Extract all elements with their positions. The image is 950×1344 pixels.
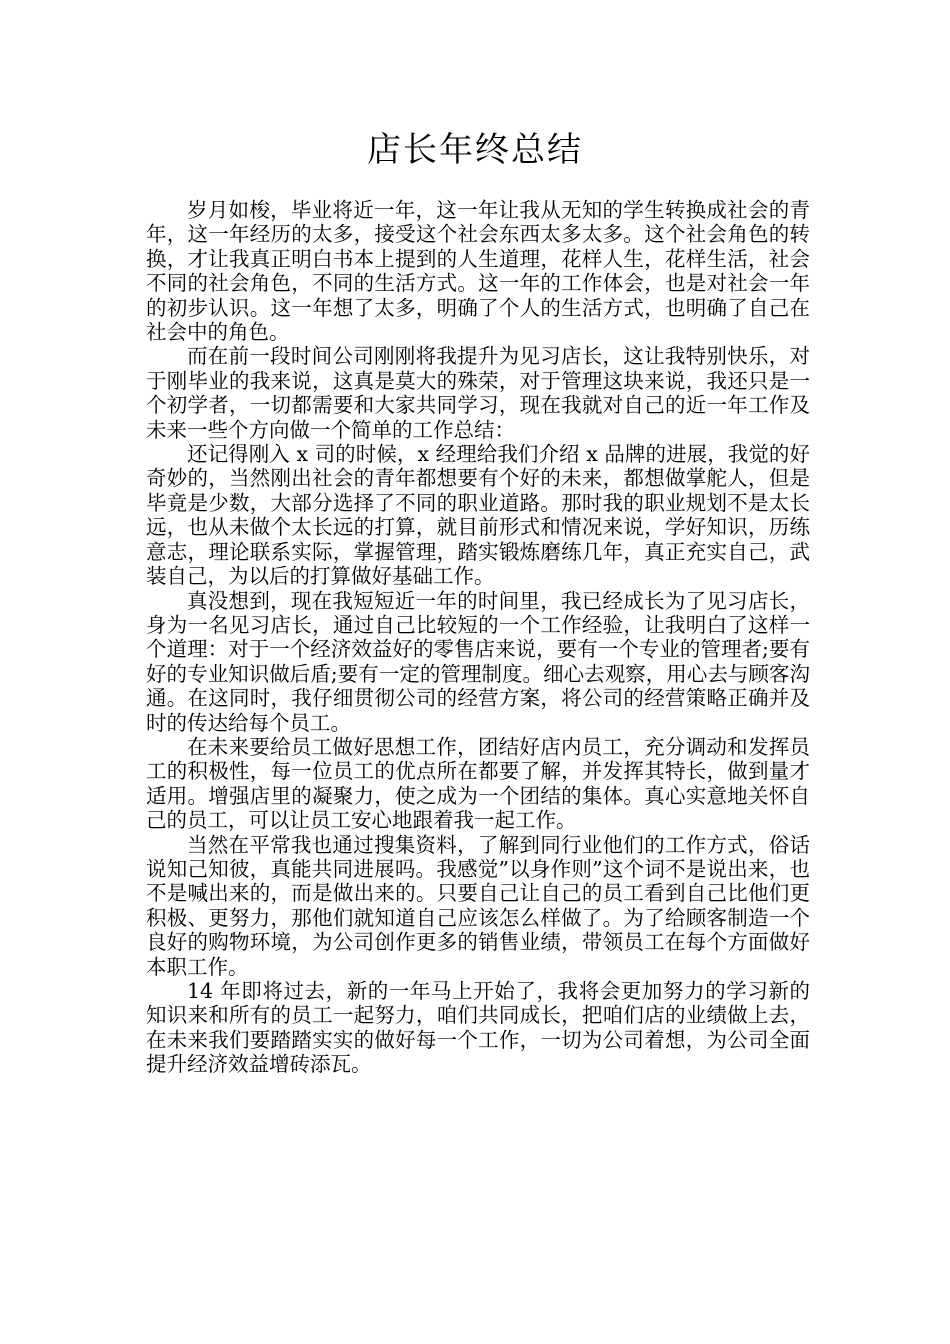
paragraph: 还记得刚入 x 司的时候，x 经理给我们介绍 x 品牌的进展，我觉的好奇妙的，当然刚出社会的青年都想要有个好的未来，都想做掌舵人，但是毕竟是少数，大部分选择了不同的职业道路。那时我的职业规划不是太长远，也从未做个太长远的打算，就目前形式和情况来说，学好知识，历练意志，理论联系实际，掌握管理，踏实锻炼磨练几年，真正充实自己，武装自己，为以后的打算做好基础工作。 — [146, 442, 810, 589]
paragraph: 真没想到，现在我短短近一年的时间里，我已经成长为了见习店长，身为一名见习店长，通过自己比较短的一个工作经验，让我明白了这样一个道理：对于一个经济效益好的零售店来说，要有一个专业的管理者;要有好的专业知识做后盾;要有一定的管理制度。细心去观察，用心去与顾客沟通。在这同时，我仔细贯彻公司的经营方案，将公司的经营策略正确并及时的传达给每个员工。 — [146, 588, 810, 735]
document-body — [146, 198, 810, 1077]
paragraph: 当然在平常我也通过搜集资料，了解到同行业他们的工作方式，俗话说知己知彼，真能共同进展吗。我感觉”以身作则”这个词不是说出来，也不是喊出来的，而是做出来的。只要自己让自己的员工看到自己比他们更积极、更努力，那他们就知道自己应该怎么样做了。为了给顾客制造一个良好的购物环境，为公司创作更多的销售业绩，带领员工在每个方面做好本职工作。 — [146, 832, 810, 979]
paragraph: 14 年即将过去，新的一年马上开始了，我将会更加努力的学习新的知识来和所有的员工一起努力，咱们共同成长，把咱们店的业绩做上去，在未来我们要踏踏实实的做好每一个工作，一切为公司着想，为公司全面提升经济效益增砖添瓦。 — [146, 979, 810, 1077]
paragraph: 在未来要给员工做好思想工作，团结好店内员工，充分调动和发挥员工的积极性，每一位员工的优点所在都要了解，并发挥其特长，做到量才适用。增强店里的凝聚力，使之成为一个团结的集体。真心实意地关怀自己的员工，可以让员工安心地跟着我一起工作。 — [146, 734, 810, 833]
document-title: 店长年终总结 — [367, 130, 583, 170]
paragraph: 岁月如梭，毕业将近一年，这一年让我从无知的学生转换成社会的青年，这一年经历的太多，接受这个社会东西太多太多。这个社会角色的转换，才让我真正明白书本上提到的人生道理，花样人生，花样生活，社会不同的社会角色，不同的生活方式。这一年的工作体会，也是对社会一年的初步认识。这一年想了太多，明确了个人的生活方式，也明确了自己在社会中的角色。 — [146, 198, 810, 345]
paragraph: 而在前一段时间公司刚刚将我提升为见习店长，这让我特别快乐，对于刚毕业的我来说，这真是莫大的殊荣，对于管理这块来说，我还只是一个初学者，一切都需要和大家共同学习，现在我就对自己的近一年工作及未来一些个方向做一个简单的工作总结： — [146, 344, 810, 442]
